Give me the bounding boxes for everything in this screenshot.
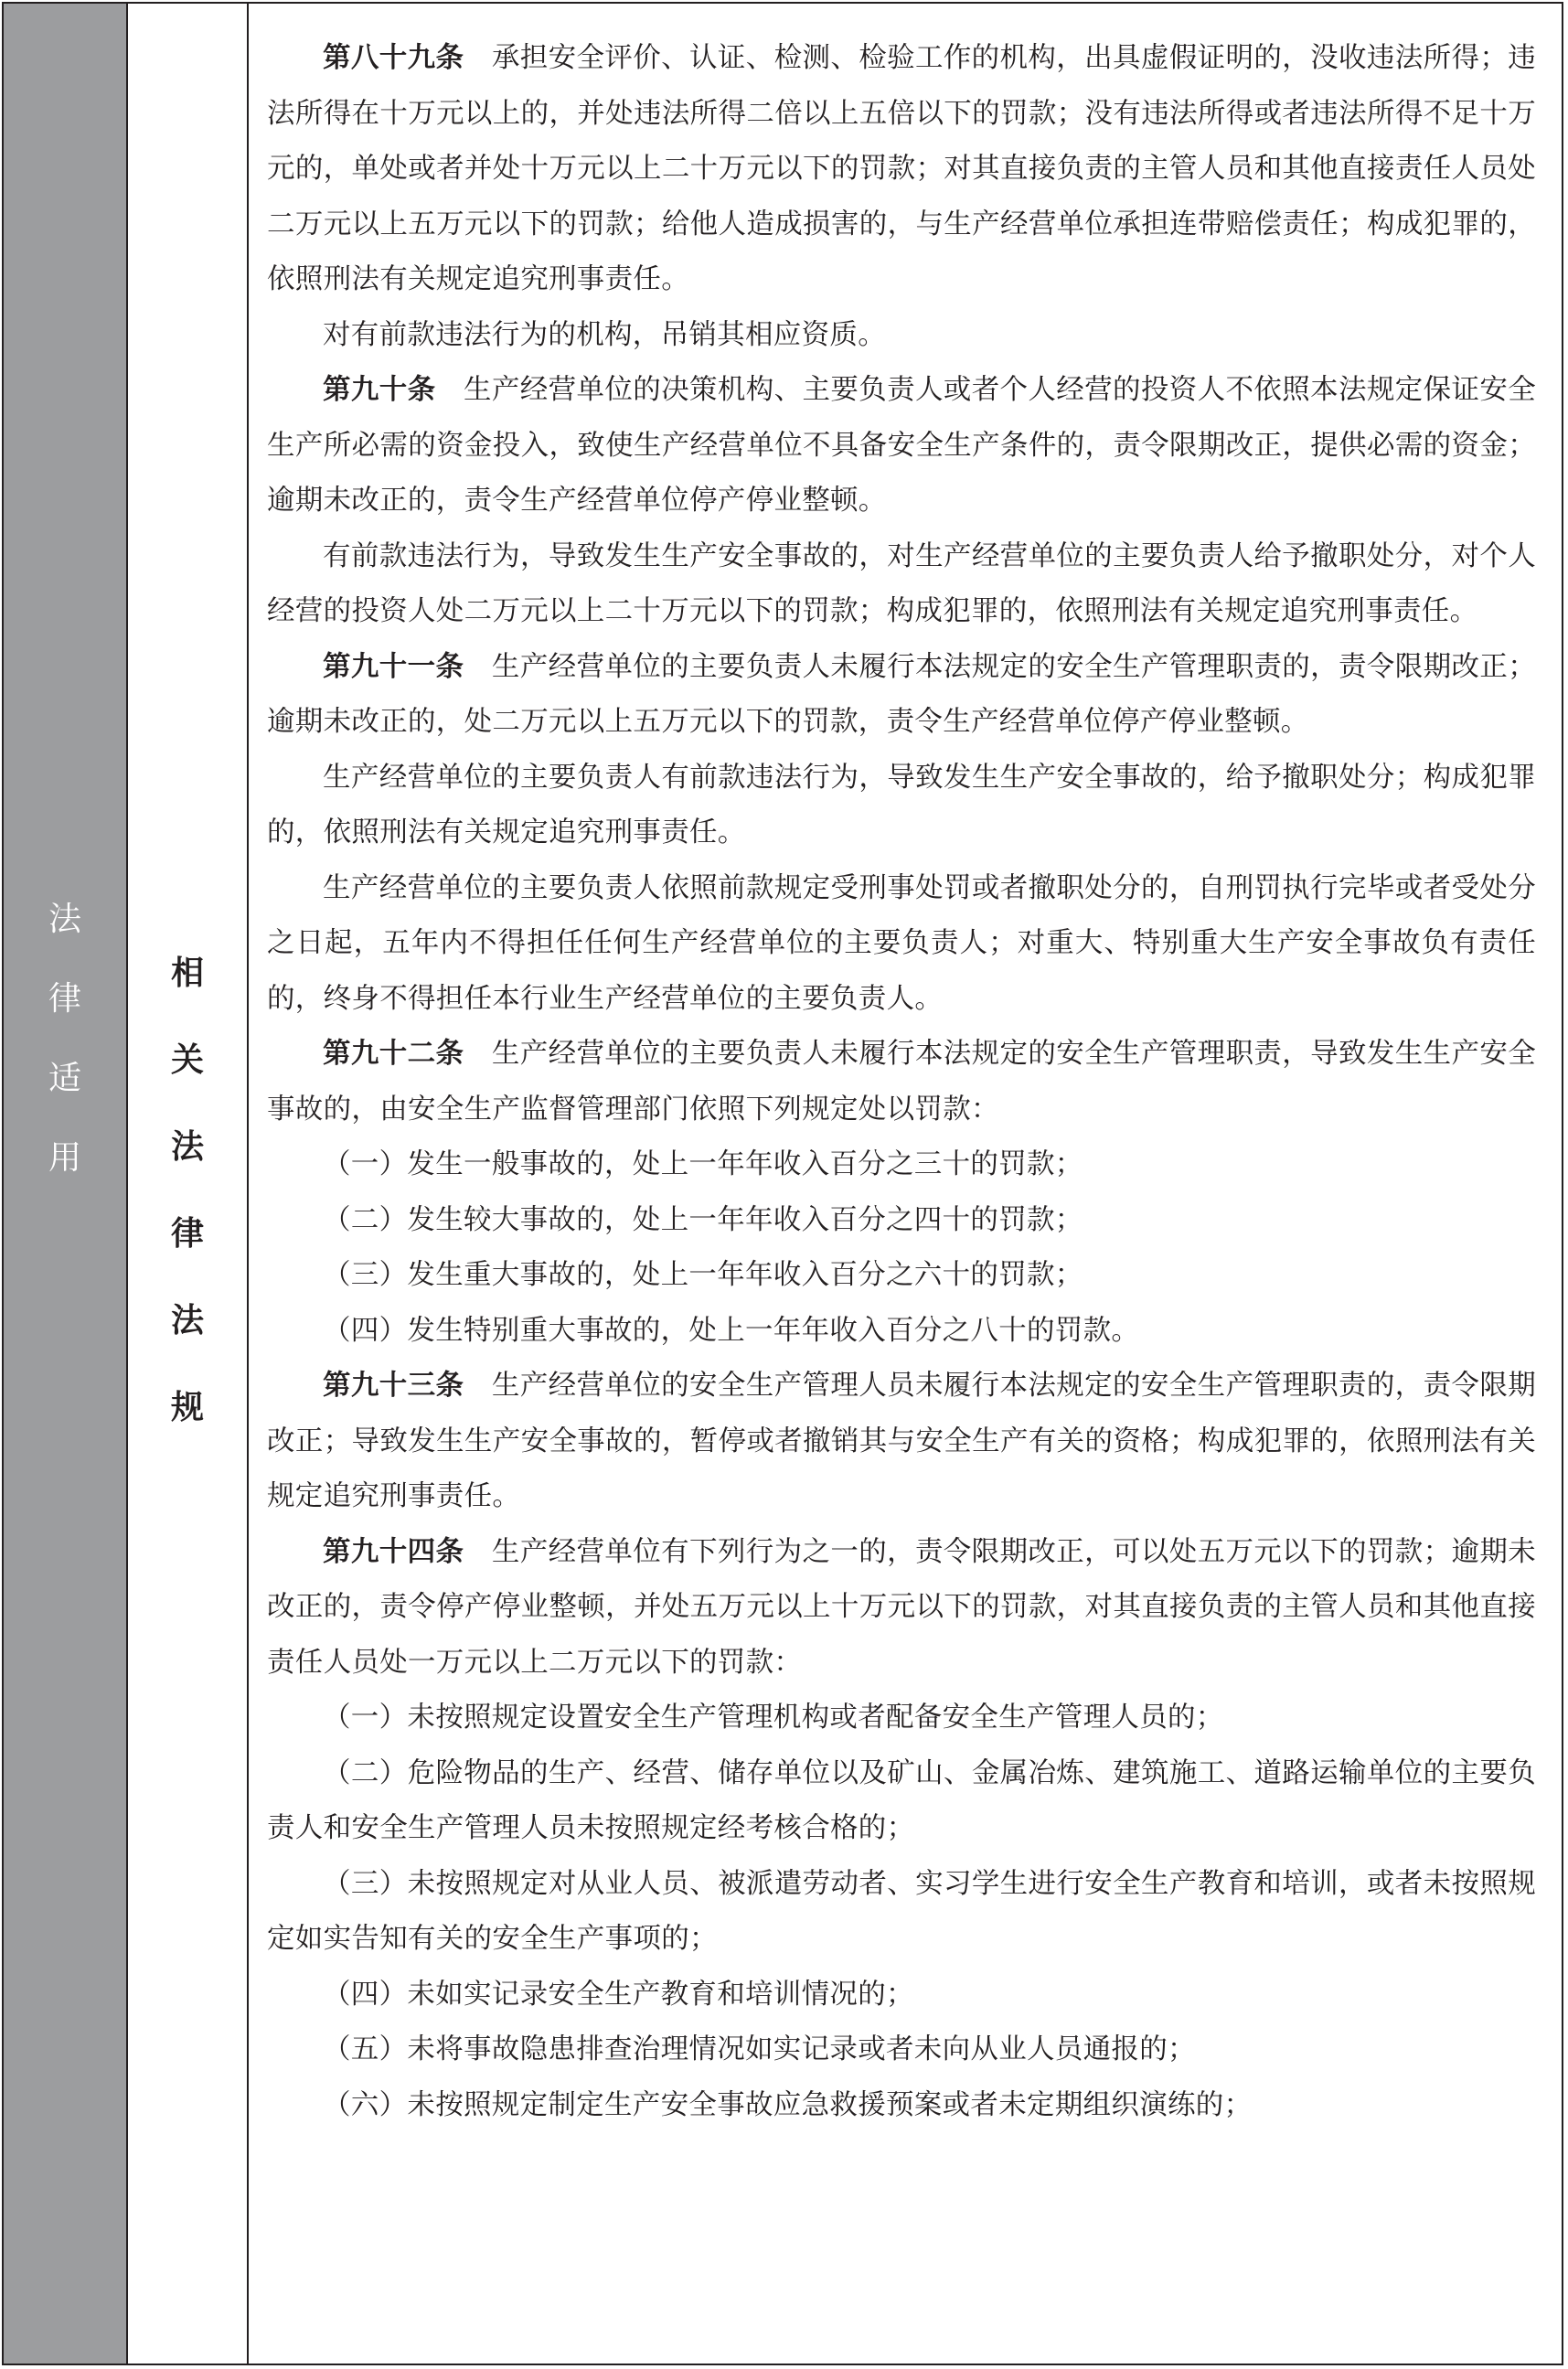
subcategory-char: 律	[170, 1215, 204, 1253]
subcategory-char: 法	[170, 1128, 204, 1166]
paragraph-text: 承担安全评价、认证、检测、检验工作的机构，出具虚假证明的，没收违法所得；违法所得在十万元以上的，并处违法所得二倍以上五倍以下的罚款；没有违法所得或者违法所得不足十万元的，单处或者并处十万元以上二十万元以下的罚款；对其直接负责的主管人员和其他直接责任人员处二万元以上五万元以下的罚款；给他人造成损害的，与生产经营单位承担连带赔偿责任；构成犯罪的，依照刑法有关规定追究刑事责任。	[267, 42, 1536, 295]
paragraph-text: （一）未按照规定设置安全生产管理机构或者配备安全生产管理人员的；	[323, 1702, 1224, 1734]
article-paragraph	[267, 1525, 1536, 1691]
paragraph-text: （四）未如实记录安全生产教育和培训情况的；	[323, 1978, 914, 2011]
article-paragraph	[267, 640, 1536, 751]
category-char: 法	[48, 901, 81, 938]
category-column	[4, 4, 128, 2364]
subcategory-column	[128, 4, 249, 2364]
paragraph-text: 生产经营单位的决策机构、主要负责人或者个人经营的投资人不依照本法规定保证安全生产所必需的资金投入，致使生产经营单位不具备安全生产条件的，责令限期改正，提供必需的资金；逾期未改正的，责令生产经营单位停产停业整顿。	[267, 374, 1536, 517]
paragraph	[267, 751, 1536, 861]
article-heading: 第九十三条	[323, 1370, 464, 1402]
paragraph-text: 对有前款违法行为的机构，吊销其相应资质。	[323, 318, 886, 351]
paragraph-text: （三）发生重大事故的，处上一年年收入百分之六十的罚款；	[323, 1259, 1083, 1291]
paragraph	[267, 1248, 1536, 1304]
category-char: 用	[48, 1139, 81, 1177]
paragraph-text: 生产经营单位的主要负责人依照前款规定受刑事处罚或者撤职处分的，自刑罚执行完毕或者受处分之日起，五年内不得担任任何生产经营单位的主要负责人；对重大、特别重大生产安全事故负有责任的，终身不得担任本行业生产经营单位的主要负责人。	[267, 871, 1536, 1015]
paragraph-text: （二）危险物品的生产、经营、储存单位以及矿山、金属冶炼、建筑施工、道路运输单位的主要负责人和安全生产管理人员未按照规定经考核合格的；	[267, 1756, 1536, 1844]
paragraph-text: 生产经营单位的主要负责人有前款违法行为，导致发生生产安全事故的，给予撤职处分；构成犯罪的，依照刑法有关规定追究刑事责任。	[267, 761, 1536, 848]
paragraph	[267, 1968, 1536, 2023]
paragraph	[267, 1304, 1536, 1360]
category-char: 律	[48, 980, 81, 1018]
subcategory-char: 规	[170, 1389, 204, 1426]
article-paragraph	[267, 1027, 1536, 1137]
paragraph-text: 生产经营单位的主要负责人未履行本法规定的安全生产管理职责，导致发生生产安全事故的，由安全生产监督管理部门依照下列规定处以罚款：	[267, 1038, 1536, 1126]
article-paragraph	[267, 31, 1536, 308]
paragraph-text: 有前款违法行为，导致发生生产安全事故的，对生产经营单位的主要负责人给予撤职处分，对个人经营的投资人处二万元以上二十万元以下的罚款；构成犯罪的，依照刑法有关规定追究刑事责任。	[267, 539, 1536, 627]
paragraph	[267, 861, 1536, 1028]
paragraph	[267, 308, 1536, 364]
subcategory-char: 法	[170, 1302, 204, 1339]
paragraph	[267, 1746, 1536, 1857]
subcategory-label	[128, 957, 247, 1478]
article-paragraph	[267, 1359, 1536, 1525]
article-heading: 第九十二条	[323, 1038, 464, 1070]
category-char: 适	[48, 1060, 81, 1097]
paragraph	[267, 2022, 1536, 2078]
law-table	[2, 2, 1563, 2365]
paragraph	[267, 529, 1536, 640]
paragraph	[267, 1857, 1536, 1968]
paragraph-text: （三）未按照规定对从业人员、被派遣劳动者、实习学生进行安全生产教育和培训，或者未按照规定如实告知有关的安全生产事项的；	[267, 1867, 1536, 1955]
paragraph-text: （二）发生较大事故的，处上一年年收入百分之四十的罚款；	[323, 1203, 1083, 1236]
paragraph	[267, 1193, 1536, 1249]
paragraph-text: 生产经营单位有下列行为之一的，责令限期改正，可以处五万元以下的罚款；逾期未改正的，责令停产停业整顿，并处五万元以上十万元以下的罚款，对其直接负责的主管人员和其他直接责任人员处一万元以上二万元以下的罚款：	[267, 1535, 1536, 1679]
paragraph-text: 生产经营单位的安全生产管理人员未履行本法规定的安全生产管理职责的，责令限期改正；导致发生生产安全事故的，暂停或者撤销其与安全生产有关的资格；构成犯罪的，依照刑法有关规定追究刑事责任。	[267, 1370, 1536, 1512]
paragraph-text: 生产经营单位的主要负责人未履行本法规定的安全生产管理职责的，责令限期改正；逾期未改正的，处二万元以上五万元以下的罚款，责令生产经营单位停产停业整顿。	[267, 650, 1536, 738]
article-heading: 第九十一条	[323, 650, 464, 683]
law-text-column	[249, 4, 1562, 2364]
article-heading: 第八十九条	[323, 42, 464, 74]
paragraph-text: （五）未将事故隐患排查治理情况如实记录或者未向从业人员通报的；	[323, 2033, 1196, 2065]
article-paragraph	[267, 363, 1536, 529]
category-label	[4, 903, 126, 1222]
paragraph-text: （六）未按照规定制定生产安全事故应急救援预案或者未定期组织演练的；	[323, 2088, 1253, 2121]
paragraph-text: （四）发生特别重大事故的，处上一年年收入百分之八十的罚款。	[323, 1314, 1140, 1347]
paragraph	[267, 2078, 1536, 2134]
paragraph	[267, 1691, 1536, 1746]
article-heading: 第九十四条	[323, 1535, 464, 1568]
paragraph	[267, 1137, 1536, 1193]
subcategory-char: 关	[170, 1041, 204, 1079]
subcategory-char: 相	[170, 955, 204, 992]
article-heading: 第九十条	[323, 374, 436, 406]
paragraph-text: （一）发生一般事故的，处上一年年收入百分之三十的罚款；	[323, 1148, 1083, 1180]
